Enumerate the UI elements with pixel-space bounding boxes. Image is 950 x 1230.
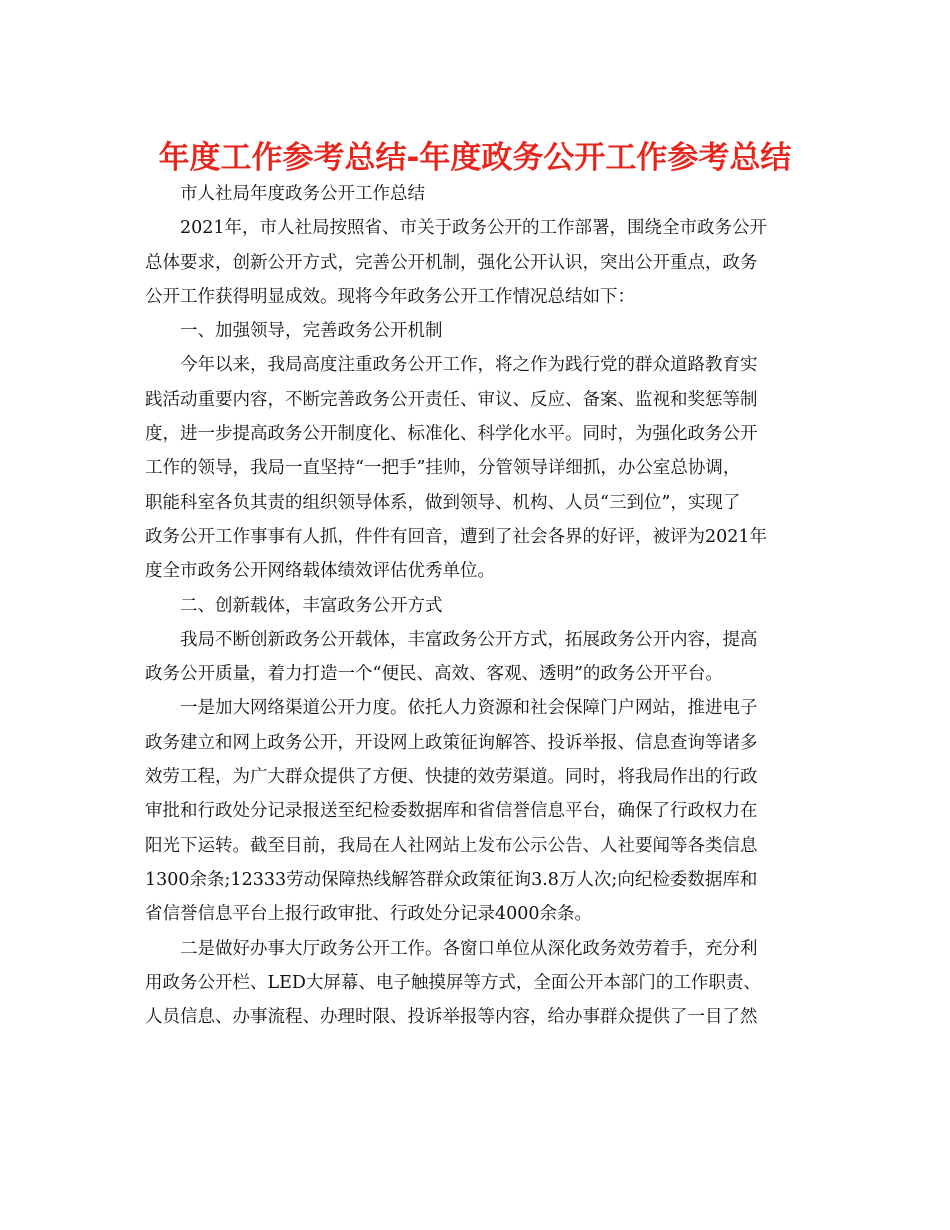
- document-body: [145, 177, 810, 1034]
- document-title: 年度工作参考总结-年度政务公开工作参考总结: [158, 140, 792, 176]
- paragraph-section-2-intro: 我局不断创新政务公开载体，丰富政务公开方式，拓展政务公开内容，提高 政务公开质量，着力打造一个“便民、高效、客观、透明”的政务公开平台。: [145, 629, 758, 685]
- section-heading-1: 一、加强领导，完善政务公开机制: [180, 321, 443, 342]
- paragraph-subtitle: 市人社局年度政务公开工作总结: [180, 184, 425, 204]
- paragraph-section-1: 今年以来，我局高度注重政务公开工作，将之作为践行党的群众道路教育实 践活动重要内容，不断完善政务公开责任、审议、反应、备案、监视和奖惩等制 度，进一步提高政务公开制度化、标准化、科学化水平。同时，为强化政务公开 工作的领导，我局一直坚持“一把手”挂帅，分管领导详细抓，办公室总协调， 职能科室各负其责的组织领导体系，做到领导、机构、人员“三到位”，实现了 政务公开工作事事有人抓，件件有回音，遭到了社会各界的好评，被评为2021年 度全市政务公开网络载体绩效评估优秀单位。: [145, 355, 768, 582]
- section-heading-2: 二、创新载体，丰富政务公开方式: [180, 595, 443, 616]
- paragraph-network-channel: 一是加大网络渠道公开力度。依托人力资源和社会保障门户网站，推进电子 政务建立和网上政务公开，开设网上政策征询解答、投诉举报、信息查询等诸多 效劳工程，为广大群众提供了方便、快捷的效劳渠道。同时，将我局作出的行政 审批和行政处分记录报送至纪检委数据库和省信誉信息平台，确保了行政权力在 阳光下运转。截至目前，我局在人社网站上发布公示公告、人社要闻等各类信息 1300余条;12333劳动保障热线解答群众政策征询3.8万人次;向纪检委数据库和 省信誉信息平台上报行政审批、行政处分记录4000余条。: [145, 698, 758, 925]
- paragraph-service-hall: 二是做好办事大厅政务公开工作。各窗口单位从深化政务效劳着手，充分利 用政务公开栏、LED大屏幕、电子触摸屏等方式，全面公开本部门的工作职责、 人员信息、办事流程、办理时限、投诉举报等内容，给办事群众提供了一目了然: [145, 938, 761, 1028]
- paragraph-intro: 2021年，市人社局按照省、市关于政务公开的工作部署，围绕全市政务公开 总体要求，创新公开方式，完善公开机制，强化公开认识，突出公开重点，政务 公开工作获得明显成效。现将今年政务公开工作情况总结如下：: [145, 218, 768, 307]
